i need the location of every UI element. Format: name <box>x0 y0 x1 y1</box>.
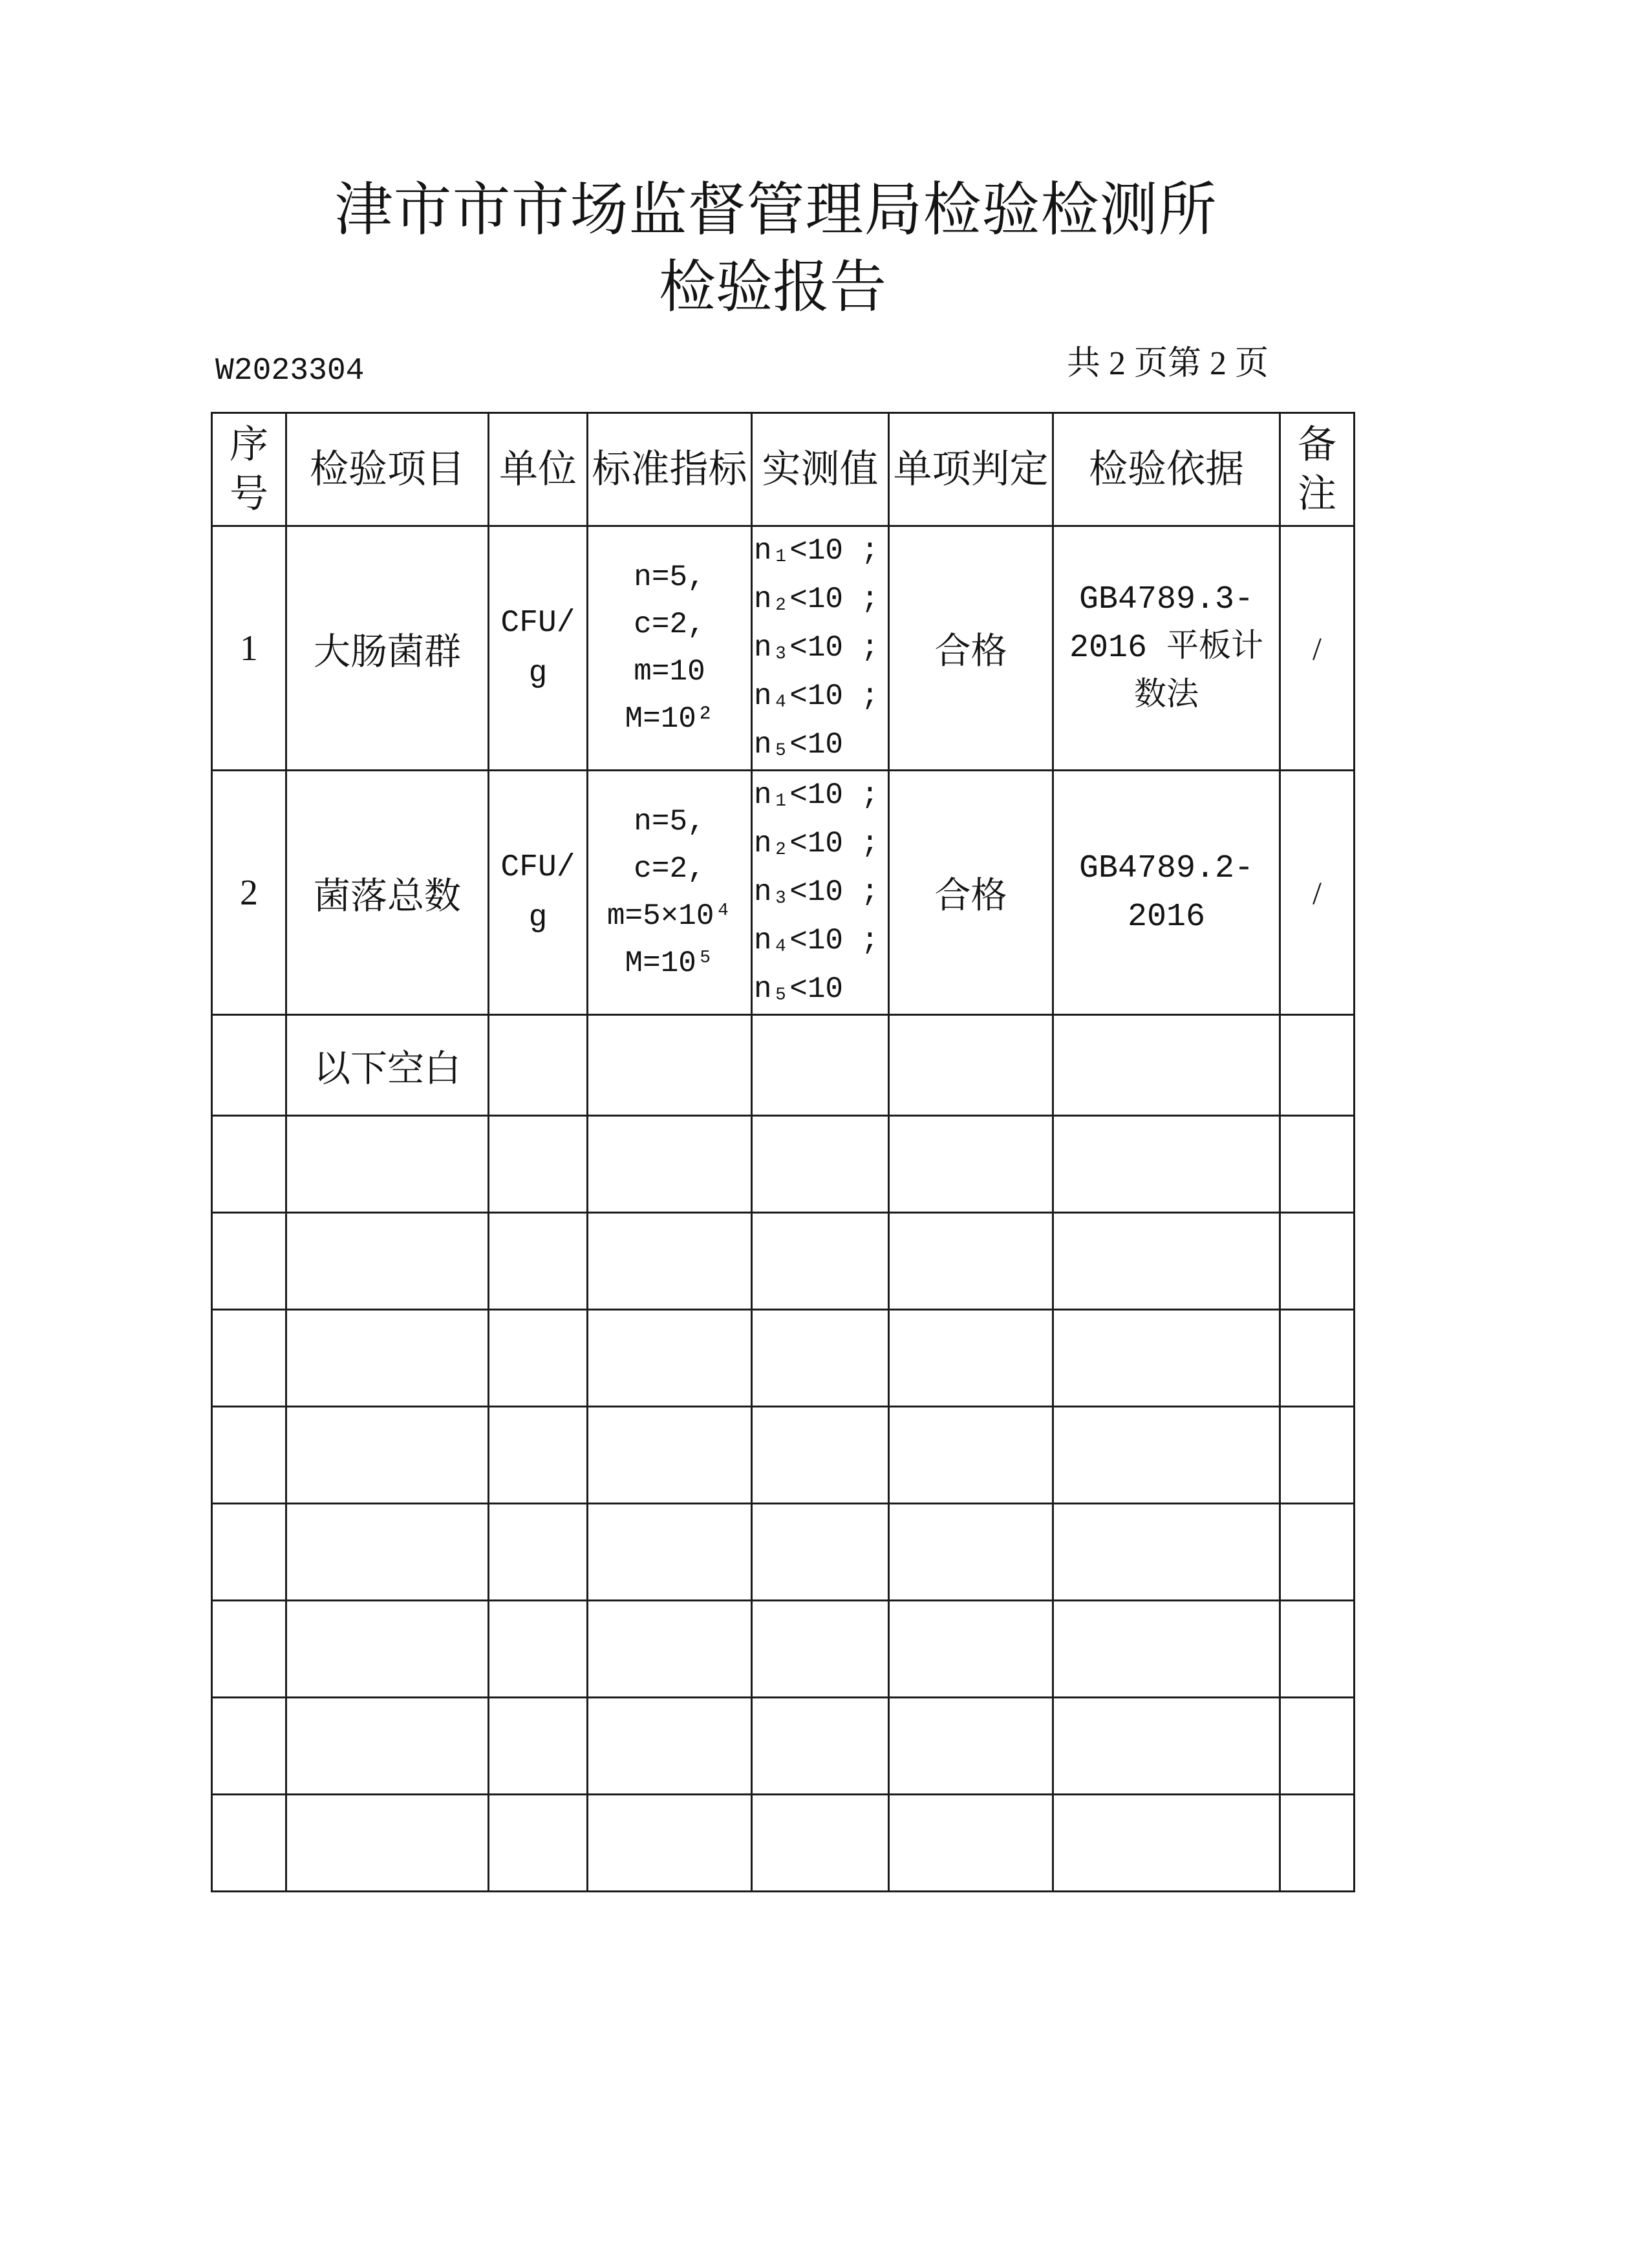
table-cell <box>286 1116 489 1213</box>
table-cell <box>889 1601 1053 1698</box>
table-cell <box>889 1310 1053 1407</box>
table-row <box>212 1213 1355 1310</box>
table-cell <box>1053 1698 1280 1795</box>
table-row <box>212 1015 1355 1116</box>
table-cell <box>489 1213 588 1310</box>
table-cell <box>588 1213 752 1310</box>
organization-title: 津市市市场监督管理局检验检测所 <box>334 178 1217 242</box>
table-cell <box>212 1015 286 1116</box>
measured-line: n₁<10 ; <box>754 534 879 568</box>
table-cell <box>1280 1407 1355 1504</box>
unit-value: CFU/g <box>500 850 575 936</box>
column-header-remark-label: 备注 <box>1298 423 1336 515</box>
table-cell <box>1280 1116 1355 1213</box>
table-cell <box>752 1116 889 1213</box>
table-header-row <box>212 413 1355 526</box>
table-cell <box>588 1310 752 1407</box>
page-indicator: 共 2 页第 2 页 <box>1066 345 1269 382</box>
table-cell <box>889 1407 1053 1504</box>
table-cell <box>286 1601 489 1698</box>
cell-remark: / <box>1280 526 1355 771</box>
measured-line: n₅<10 <box>754 728 844 762</box>
measured-line: n₄<10 ; <box>754 679 879 713</box>
measured-line: n₁<10 ; <box>754 778 879 812</box>
table-cell <box>588 1407 752 1504</box>
document-title: 检验报告 <box>658 257 886 319</box>
column-header-seq-label: 序号 <box>230 423 268 515</box>
basis-line: 2016 <box>1127 898 1206 936</box>
basis-line: 2016 平板计 <box>1069 630 1264 667</box>
basis-line: GB4789.3- <box>1078 581 1254 618</box>
table-cell <box>1053 1504 1280 1601</box>
table-cell <box>752 1407 889 1504</box>
column-header-standard: 标准指标 <box>588 413 752 526</box>
table-cell <box>1280 1795 1355 1892</box>
measured-line: n₃<10 ; <box>754 875 879 909</box>
table-cell <box>489 1407 588 1504</box>
table-cell <box>489 1504 588 1601</box>
table-cell <box>1280 1310 1355 1407</box>
standard-line: m=10 <box>634 654 705 689</box>
standard-line: n=5, <box>634 560 705 594</box>
table-cell <box>1053 1407 1280 1504</box>
table-cell <box>212 1310 286 1407</box>
table-cell <box>489 1015 588 1116</box>
table-cell <box>889 1015 1053 1116</box>
cell-unit <box>489 526 588 771</box>
table-cell <box>489 1601 588 1698</box>
table-cell <box>212 1407 286 1504</box>
table-cell <box>286 1310 489 1407</box>
column-header-unit: 单位 <box>489 413 588 526</box>
table-cell <box>1280 1015 1355 1116</box>
column-header-basis: 检验依据 <box>1053 413 1280 526</box>
table-row <box>212 1407 1355 1504</box>
measured-line: n₃<10 ; <box>754 631 879 665</box>
table-cell <box>212 1795 286 1892</box>
cell-item: 大肠菌群 <box>286 526 489 771</box>
cell-unit <box>489 771 588 1015</box>
table-row <box>212 1504 1355 1601</box>
table-row <box>212 1601 1355 1698</box>
table-cell <box>212 1213 286 1310</box>
blank-below-marker: 以下空白 <box>286 1015 489 1116</box>
table-cell <box>588 1015 752 1116</box>
table-row <box>212 526 1355 771</box>
standard-line: c=2, <box>634 851 705 886</box>
table-cell <box>1053 1015 1280 1116</box>
cell-seq: 1 <box>212 526 286 771</box>
table-cell <box>588 1795 752 1892</box>
table-row <box>212 1795 1355 1892</box>
basis-line: 数法 <box>1134 678 1199 715</box>
table-cell <box>588 1504 752 1601</box>
standard-line: c=2, <box>634 607 705 641</box>
table-cell <box>286 1213 489 1310</box>
cell-basis <box>1053 771 1280 1015</box>
column-header-remark <box>1280 413 1355 526</box>
table-cell <box>1053 1213 1280 1310</box>
cell-remark: / <box>1280 771 1355 1015</box>
table-cell <box>1053 1795 1280 1892</box>
table-cell <box>752 1698 889 1795</box>
table-cell <box>752 1504 889 1601</box>
table-cell <box>286 1407 489 1504</box>
table-cell <box>286 1795 489 1892</box>
table-cell <box>889 1795 1053 1892</box>
table-row <box>212 1310 1355 1407</box>
table-row <box>212 1698 1355 1795</box>
table-cell <box>588 1116 752 1213</box>
table-cell <box>889 1116 1053 1213</box>
table-cell <box>752 1795 889 1892</box>
table-cell <box>286 1504 489 1601</box>
cell-verdict: 合格 <box>889 526 1053 771</box>
cell-basis <box>1053 526 1280 771</box>
table-cell <box>1280 1213 1355 1310</box>
cell-standard <box>588 526 752 771</box>
measured-line: n₅<10 <box>754 972 844 1006</box>
cell-item: 菌落总数 <box>286 771 489 1015</box>
table-row <box>212 771 1355 1015</box>
table-cell <box>1053 1310 1280 1407</box>
table-cell <box>889 1504 1053 1601</box>
table-cell <box>489 1310 588 1407</box>
cell-measured <box>752 771 889 1015</box>
table-cell <box>1053 1601 1280 1698</box>
table-cell <box>1280 1698 1355 1795</box>
column-header-item: 检验项目 <box>286 413 489 526</box>
table-cell <box>588 1601 752 1698</box>
measured-line: n₂<10 ; <box>754 827 879 861</box>
table-cell <box>212 1601 286 1698</box>
unit-value: CFU/g <box>500 605 575 691</box>
cell-seq: 2 <box>212 771 286 1015</box>
table-row <box>212 1116 1355 1213</box>
table-cell <box>1053 1116 1280 1213</box>
measured-line: n₂<10 ; <box>754 583 879 616</box>
table-cell <box>752 1213 889 1310</box>
table-cell <box>1280 1504 1355 1601</box>
table-cell <box>212 1116 286 1213</box>
column-header-seq <box>212 413 286 526</box>
table-cell <box>752 1310 889 1407</box>
cell-standard <box>588 771 752 1015</box>
table-cell <box>286 1698 489 1795</box>
column-header-measured: 实测值 <box>752 413 889 526</box>
table-cell <box>752 1015 889 1116</box>
column-header-verdict: 单项判定 <box>889 413 1053 526</box>
table-cell <box>489 1698 588 1795</box>
report-number: W2023304 <box>215 354 365 389</box>
table-cell <box>212 1504 286 1601</box>
standard-line: n=5, <box>634 804 705 839</box>
standard-line: M=10⁵ <box>625 946 714 980</box>
inspection-results-table <box>211 412 1355 1892</box>
table-cell <box>1280 1601 1355 1698</box>
cell-verdict: 合格 <box>889 771 1053 1015</box>
table-cell <box>752 1601 889 1698</box>
cell-measured <box>752 526 889 771</box>
table-cell <box>489 1795 588 1892</box>
measured-line: n₄<10 ; <box>754 924 879 957</box>
standard-line: m=5×10⁴ <box>606 899 733 933</box>
table-cell <box>889 1213 1053 1310</box>
table-cell <box>889 1698 1053 1795</box>
basis-line: GB4789.2- <box>1078 850 1254 887</box>
table-cell <box>588 1698 752 1795</box>
standard-line: M=10² <box>625 701 714 736</box>
table-cell <box>212 1698 286 1795</box>
table-cell <box>489 1116 588 1213</box>
